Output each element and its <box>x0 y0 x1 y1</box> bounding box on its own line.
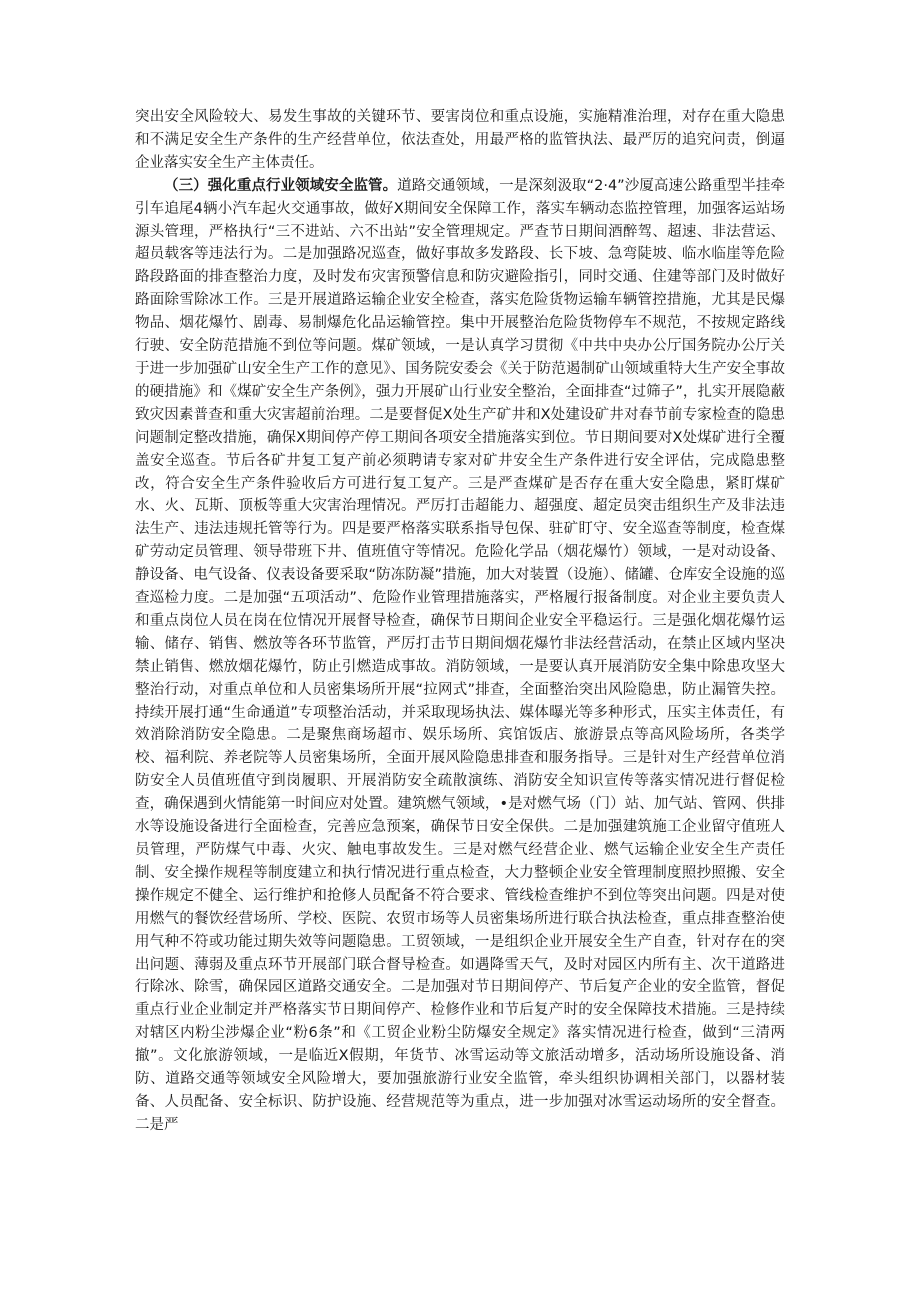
paragraph-section-3 <box>135 175 785 1137</box>
paragraph-continuation: 突出安全风险较大、易发生事故的关键环节、要害岗位和重点设施，实施精准治理，对存在重大隐患和不满足安全生产条件的生产经营单位，依法查处，用最严格的监管执法、最严厉的追究问责，倒逼企业落实安全生产主体责任。 <box>135 109 785 171</box>
document-page <box>135 106 785 1137</box>
section-heading: （三）强化重点行业领域安全监管。 <box>164 177 398 194</box>
section-body: 道路交通领域，一是深刻汲取“2·4”沙厦高速公路重型半挂牵引车追尾4辆小汽车起火交通事故，做好X期间安全保障工作，落实车辆动态监控管理，加强客运站场源头管理，严格执行“三不进站、六不出站”安全管理规定。严查节日期间酒醉驾、超速、非法营运、超员载客等违法行为。二是加强路况巡查，做好事故多发路段、长下坡、急弯陡坡、临水临崖等危险路段路面的排查整治力度，及时发布灾害预警信息和防灾避险指引，同时交通、住建等部门及时做好路面除雪除冰工作。三是开展道路运输企业安全检查，落实危险货物运输车辆管控措施，尤其是民爆物品、烟花爆竹、剧毒、易制爆危化品运输管控。集中开展整治危险货物停车不规范，不按规定路线行驶、安全防范措施不到位等问题。煤矿领域，一是认真学习贯彻《中共中央办公厅国务院办公厅关于进一步加强矿山安全生产工作的意见》、国务院安委会《关于防范遏制矿山领域重特大生产安全事故的硬措施》和《煤矿安全生产条例》，强力开展矿山行业安全整治，全面排查“过筛子”，扎实开展隐蔽致灾因素普查和重大灾害超前治理。二是要督促X处生产矿井和X处建设矿井对春节前专家检查的隐患问题制定整改措施，确保X期间停产停工期间各项安全措施落实到位。节日期间要对X处煤矿进行全覆盖安全巡查。节后各矿井复工复产前必须聘请专家对矿井安全生产条件进行安全评估，完成隐患整改，符合安全生产条件验收后方可进行复工复产。三是严查煤矿是否存在重大安全隐患，紧盯煤矿水、火、瓦斯、顶板等重大灾害治理情况。严厉打击超能力、超强度、超定员突击组织生产及非法违法生产、违法违规托管等行为。四是要严格落实联系指导包保、驻矿盯守、安全巡查等制度，检查煤矿劳动定员管理、领导带班下井、值班值守等情况。危险化学品（烟花爆竹）领域，一是对动设备、静设备、电气设备、仪表设备要采取“防冻防凝”措施，加大对装置（设施）、储罐、仓库安全设施的巡查巡检力度。二是加强“五项活动”、危险作业管理措施落实，严格履行报备制度。对企业主要负责人和重点岗位人员在岗在位情况开展督导检查，确保节日期间企业安全平稳运行。三是强化烟花爆竹运输、储存、销售、燃放等各环节监管，严厉打击节日期间烟花爆竹非法经营活动，在禁止区域内坚决禁止销售、燃放烟花爆竹，防止引燃造成事故。消防领域，一是要认真开展消防安全集中除患攻坚大整治行动，对重点单位和人员密集场所开展“拉网式”排查，全面整治突出风险隐患，防止漏管失控。持续开展打通“生命通道”专项整治活动，并采取现场执法、媒体曝光等多种形式，压实主体责任，有效消除消防安全隐患。二是聚焦商场超市、娱乐场所、宾馆饭店、旅游景点等高风险场所，各类学校、福利院、养老院等人员密集场所，全面开展风险隐患排查和服务指导。三是针对生产经营单位消防安全人员值班值守到岗履职、开展消防安全疏散演练、消防安全知识宣传等落实情况进行督促检查，确保遇到火情能第一时间应对处置。建筑燃气领域，•是对燃气场（门）站、加气站、管网、供排水等设施设备进行全面检查，完善应急预案，确保节日安全保供。二是加强建筑施工企业留守值班人员管理，严防煤气中毒、火灾、触电事故发生。三是对燃气经营企业、燃气运输企业安全生产责任制、安全操作规程等制度建立和执行情况进行重点检查，大力整顿企业安全管理制度照抄照搬、安全操作规定不健全、运行维护和抢修人员配备不符合要求、管线检查维护不到位等突出问题。四是对使用燃气的餐饮经营场所、学校、医院、农贸市场等人员密集场所进行联合执法检查，重点排查整治使用气种不符或功能过期失效等问题隐患。工贸领域，一是组织企业开展安全生产自查，针对存在的突出问题、薄弱及重点环节开展部门联合督导检查。如遇降雪天气，及时对园区内所有主、次干道路进行除冰、除雪，确保园区道路交通安全。二是加强对节日期间停产、节后复产企业的安全监管，督促重点行业企业制定并严格落实节日期间停产、检修作业和节后复产时的安全保障技术措施。三是持续对辖区内粉尘涉爆企业“粉6条”和《工贸企业粉尘防爆安全规定》落实情况进行检查，做到“三清两撤”。文化旅游领域，一是临近X假期，年货节、冰雪运动等文旅活动增多，活动场所设施设备、消防、道路交通等领域安全风险增大，要加强旅游行业安全监管，牵头组织协调相关部门，以器材装备、人员配备、安全标识、防护设施、经营规范等为重点，进一步加强对冰雪运动场所的安全督查。二是严 <box>135 177 785 1133</box>
